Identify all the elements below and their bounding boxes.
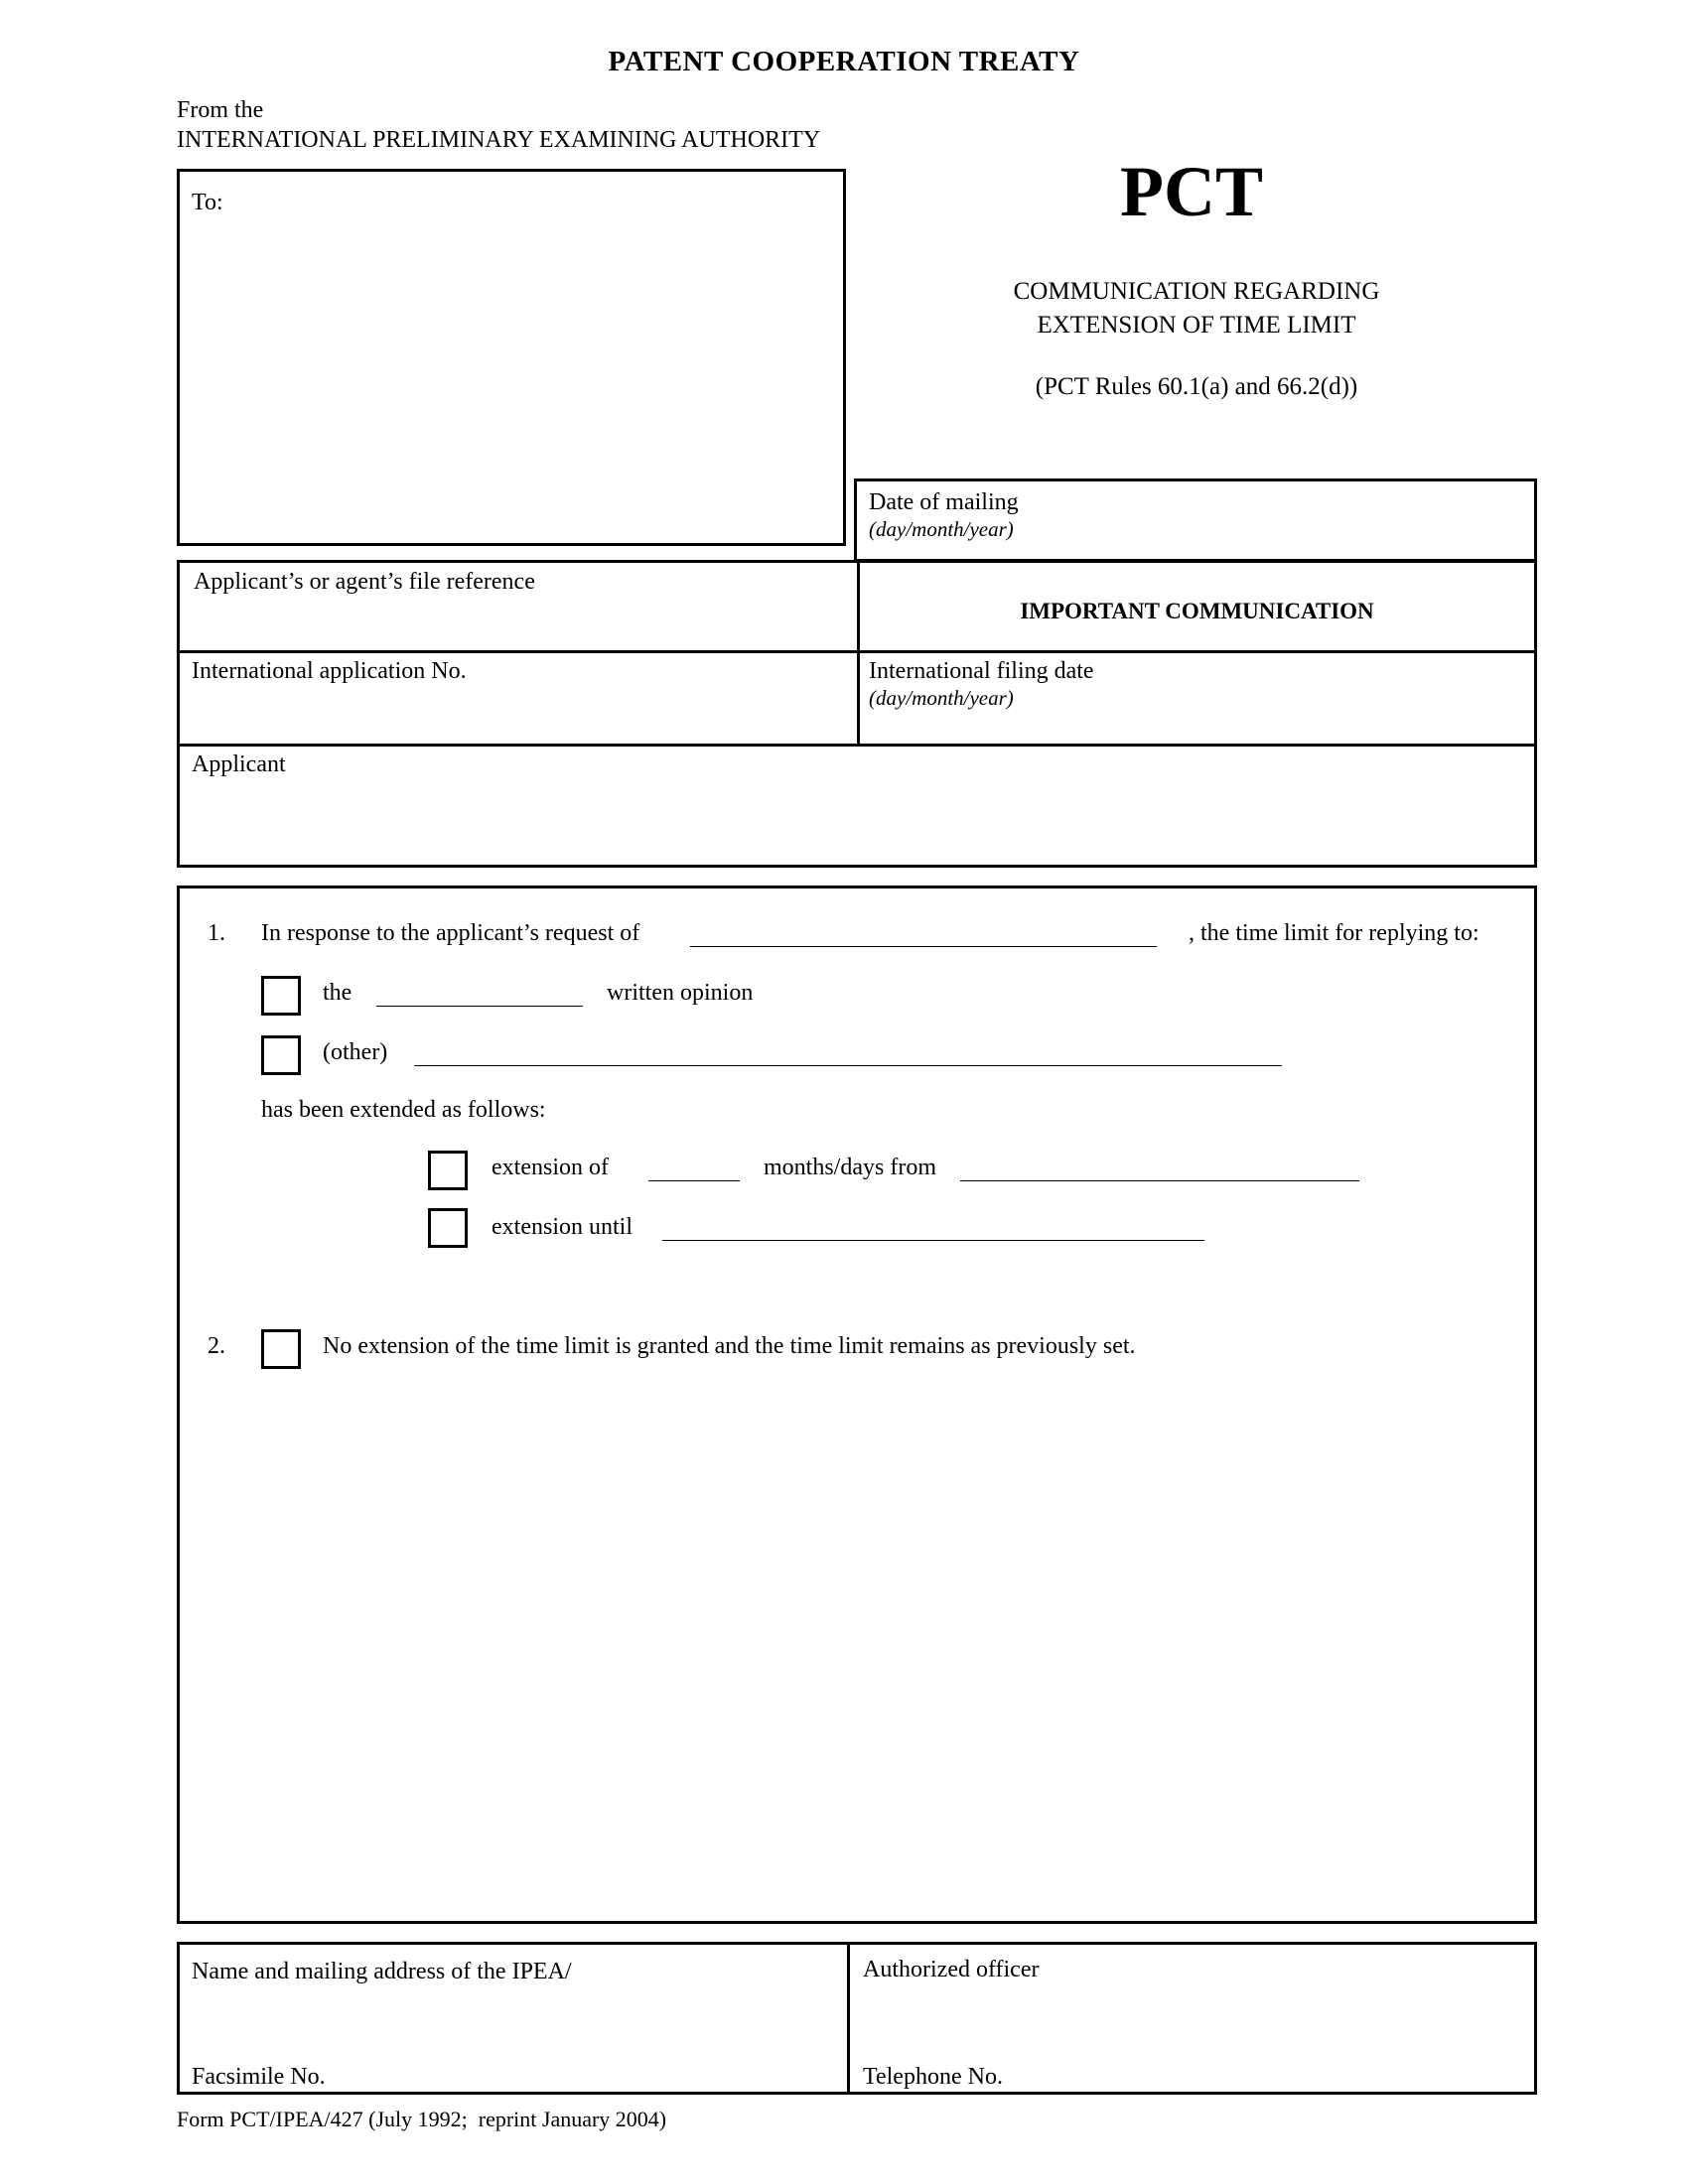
filing-date-label: International filing date: [869, 658, 1094, 684]
section-1-intro: In response to the applicant’s request of: [261, 920, 640, 946]
extension-until-blank[interactable]: [662, 1240, 1204, 1241]
no-extension-checkbox[interactable]: [261, 1329, 301, 1369]
to-box[interactable]: [177, 169, 846, 546]
important-communication: IMPORTANT COMMUNICATION: [1020, 599, 1374, 623]
option-the-label: the: [323, 980, 352, 1006]
written-opinion-label: written opinion: [607, 980, 754, 1006]
section-1-number: 1.: [208, 920, 225, 946]
months-days-from-label: months/days from: [764, 1155, 936, 1180]
request-date-blank[interactable]: [690, 946, 1157, 947]
form-title-line-2: EXTENSION OF TIME LIMIT: [1037, 312, 1356, 339]
authorized-officer-label: Authorized officer: [863, 1957, 1040, 1982]
extension-until-label: extension until: [492, 1214, 633, 1240]
other-checkbox[interactable]: [261, 1035, 301, 1075]
date-of-mailing-box[interactable]: [854, 478, 1537, 562]
section-1-intro-tail: , the time limit for replying to:: [1189, 920, 1479, 946]
extension-amount-blank[interactable]: [648, 1180, 740, 1181]
written-opinion-checkbox[interactable]: [261, 976, 301, 1016]
telephone-label: Telephone No.: [863, 2064, 1003, 2090]
opinion-type-blank[interactable]: [376, 1006, 583, 1007]
footer-box: [177, 1942, 1537, 2095]
extension-from-blank[interactable]: [960, 1180, 1359, 1181]
filing-date-format-hint: (day/month/year): [869, 686, 1014, 710]
extension-until-checkbox[interactable]: [428, 1208, 468, 1248]
extension-of-label: extension of: [492, 1155, 609, 1180]
from-line-2: INTERNATIONAL PRELIMINARY EXAMINING AUTHORITY: [177, 127, 821, 153]
main-body-box: [177, 886, 1537, 1924]
section-2-text: No extension of the time limit is granted and the time limit remains as previously set.: [323, 1333, 1136, 1359]
facsimile-label: Facsimile No.: [192, 2064, 326, 2090]
date-of-mailing-label: Date of mailing: [869, 489, 1019, 515]
ipea-address-label: Name and mailing address of the IPEA/: [192, 1959, 572, 1984]
application-no-label: International application No.: [192, 658, 467, 684]
file-reference-label: Applicant’s or agent’s file reference: [194, 569, 535, 595]
rules-reference: (PCT Rules 60.1(a) and 66.2(d)): [1035, 373, 1358, 400]
option-other-label: (other): [323, 1039, 388, 1065]
extension-of-checkbox[interactable]: [428, 1151, 468, 1190]
extended-as-follows: has been extended as follows:: [261, 1097, 546, 1123]
application-info-grid: [177, 560, 1537, 868]
form-identifier: Form PCT/IPEA/427 (July 1992; reprint January 2004): [177, 2107, 667, 2131]
date-format-hint: (day/month/year): [869, 517, 1014, 541]
from-line-1: From the: [177, 97, 264, 123]
pct-logo-text: PCT: [1120, 152, 1263, 231]
other-description-blank[interactable]: [414, 1065, 1282, 1066]
section-2-number: 2.: [208, 1333, 225, 1359]
form-title-line-1: COMMUNICATION REGARDING: [1013, 278, 1380, 305]
page-title: PATENT COOPERATION TREATY: [608, 46, 1080, 77]
applicant-label: Applicant: [192, 751, 286, 777]
to-label: To:: [192, 190, 223, 215]
